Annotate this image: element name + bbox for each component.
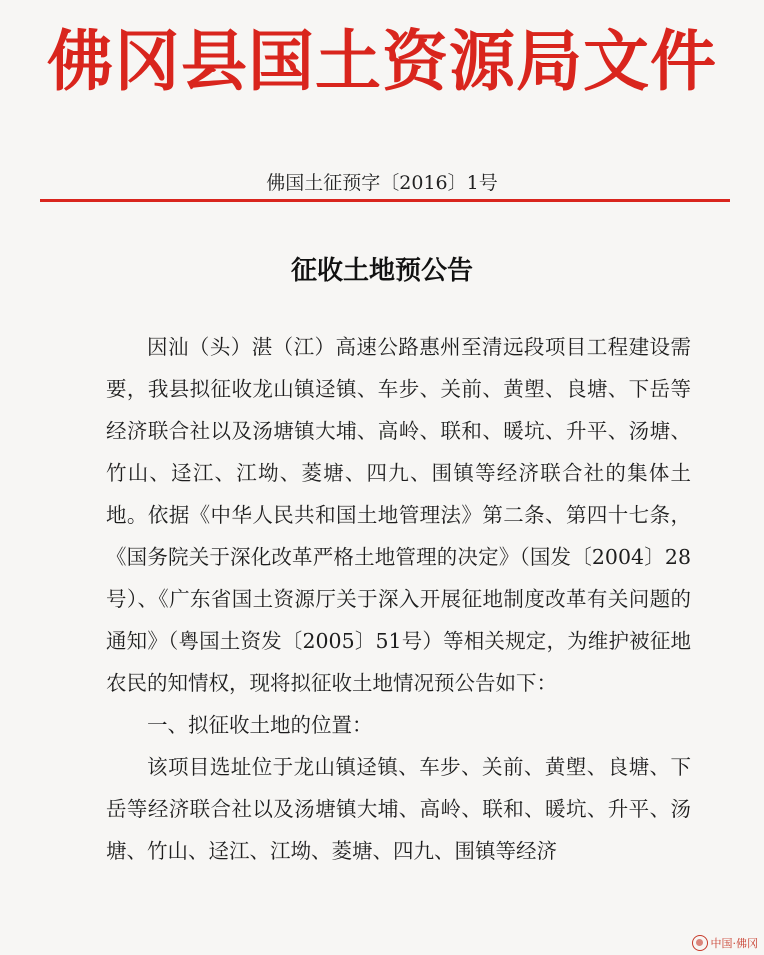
document-body bbox=[106, 326, 691, 872]
watermark-text: 中国·佛冈 bbox=[710, 937, 758, 950]
section-heading: 一、拟征收土地的位置： bbox=[147, 713, 373, 737]
site-logo-icon bbox=[692, 935, 708, 951]
document-title: 征收土地预公告 bbox=[290, 256, 473, 286]
red-divider bbox=[40, 199, 730, 202]
issuer-header: 佛冈县国土资源局文件 bbox=[47, 22, 717, 100]
site-watermark bbox=[692, 935, 759, 951]
document-number: 佛国土征预字〔2016〕1号 bbox=[266, 172, 498, 194]
section-paragraph: 该项目选址位于龙山镇迳镇、车步、关前、黄塱、良塘、下岳等经济联合社以及汤塘镇大埔、高岭、联和、暖坑、升平、汤塘、竹山、迳江、江坳、菱塘、四九、围镇等经济 bbox=[106, 755, 691, 863]
intro-paragraph: 因汕（头）湛（江）高速公路惠州至清远段项目工程建设需要，我县拟征收龙山镇迳镇、车步、关前、黄塱、良塘、下岳等经济联合社以及汤塘镇大埔、高岭、联和、暖坑、升平、汤塘、竹山、迳江、江坳、菱塘、四九、围镇等经济联合社的集体土地。依据《中华人民共和国土地管理法》第二条、第四十七条，《国务院关于深化改革严格土地管理的决定》（国发〔2004〕28号）、《广东省国土资源厅关于深入开展征地制度改革有关问题的通知》（粤国土资发〔2005〕51号）等相关规定，为维护被征地农民的知情权，现将拟征收土地情况预公告如下： bbox=[106, 335, 691, 695]
